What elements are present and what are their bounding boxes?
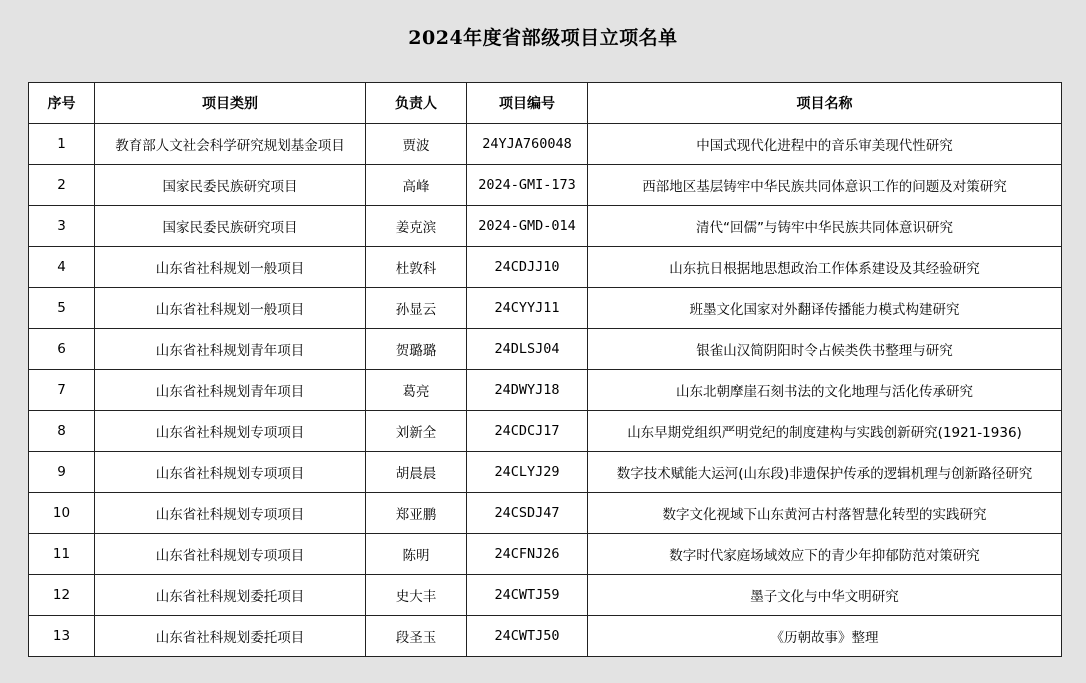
header-name[interactable]: 项目名称 — [588, 83, 1062, 124]
cell-category[interactable]: 山东省社科规划青年项目 — [95, 370, 366, 411]
cell-category[interactable]: 山东省社科规划委托项目 — [95, 575, 366, 616]
cell-no[interactable]: 12 — [29, 575, 95, 616]
cell-leader[interactable]: 杜敦科 — [366, 247, 467, 288]
cell-no[interactable]: 10 — [29, 493, 95, 534]
cell-category[interactable]: 山东省社科规划一般项目 — [95, 247, 366, 288]
header-category[interactable]: 项目类别 — [95, 83, 366, 124]
table-row — [29, 534, 1062, 575]
cell-name[interactable]: 数字技术赋能大运河(山东段)非遗保护传承的逻辑机理与创新路径研究 — [588, 452, 1062, 493]
cell-name[interactable]: 山东北朝摩崖石刻书法的文化地理与活化传承研究 — [588, 370, 1062, 411]
cell-code[interactable]: 24CWTJ59 — [467, 575, 588, 616]
header-leader[interactable]: 负责人 — [366, 83, 467, 124]
table-row — [29, 493, 1062, 534]
cell-leader[interactable]: 刘新全 — [366, 411, 467, 452]
cell-category[interactable]: 国家民委民族研究项目 — [95, 206, 366, 247]
cell-leader[interactable]: 葛亮 — [366, 370, 467, 411]
cell-category[interactable]: 山东省社科规划青年项目 — [95, 329, 366, 370]
table-row — [29, 124, 1062, 165]
cell-code[interactable]: 2024-GMD-014 — [467, 206, 588, 247]
cell-leader[interactable]: 史大丰 — [366, 575, 467, 616]
cell-leader[interactable]: 陈明 — [366, 534, 467, 575]
cell-category[interactable]: 国家民委民族研究项目 — [95, 165, 366, 206]
table-header-row — [29, 83, 1062, 124]
table-row — [29, 616, 1062, 657]
cell-category[interactable]: 山东省社科规划委托项目 — [95, 616, 366, 657]
cell-leader[interactable]: 孙显云 — [366, 288, 467, 329]
cell-name[interactable]: 山东抗日根据地思想政治工作体系建设及其经验研究 — [588, 247, 1062, 288]
cell-no[interactable]: 9 — [29, 452, 95, 493]
table-row — [29, 206, 1062, 247]
header-no[interactable]: 序号 — [29, 83, 95, 124]
cell-category[interactable]: 山东省社科规划一般项目 — [95, 288, 366, 329]
cell-code[interactable]: 24YJA760048 — [467, 124, 588, 165]
cell-leader[interactable]: 贾波 — [366, 124, 467, 165]
cell-no[interactable]: 1 — [29, 124, 95, 165]
cell-no[interactable]: 8 — [29, 411, 95, 452]
cell-name[interactable]: 中国式现代化进程中的音乐审美现代性研究 — [588, 124, 1062, 165]
cell-no[interactable]: 6 — [29, 329, 95, 370]
table-row — [29, 288, 1062, 329]
cell-name[interactable]: 墨子文化与中华文明研究 — [588, 575, 1062, 616]
cell-code[interactable]: 24CFNJ26 — [467, 534, 588, 575]
cell-leader[interactable]: 段圣玉 — [366, 616, 467, 657]
cell-leader[interactable]: 姜克滨 — [366, 206, 467, 247]
cell-code[interactable]: 2024-GMI-173 — [467, 165, 588, 206]
cell-no[interactable]: 7 — [29, 370, 95, 411]
cell-no[interactable]: 4 — [29, 247, 95, 288]
cell-code[interactable]: 24CSDJ47 — [467, 493, 588, 534]
table-row — [29, 575, 1062, 616]
table-row — [29, 411, 1062, 452]
cell-name[interactable]: 数字时代家庭场域效应下的青少年抑郁防范对策研究 — [588, 534, 1062, 575]
cell-leader[interactable]: 高峰 — [366, 165, 467, 206]
cell-category[interactable]: 山东省社科规划专项项目 — [95, 452, 366, 493]
cell-no[interactable]: 11 — [29, 534, 95, 575]
table-row — [29, 370, 1062, 411]
cell-code[interactable]: 24CLYJ29 — [467, 452, 588, 493]
cell-no[interactable]: 3 — [29, 206, 95, 247]
project-table — [28, 82, 1062, 657]
cell-name[interactable]: 山东早期党组织严明党纪的制度建构与实践创新研究(1921-1936) — [588, 411, 1062, 452]
cell-code[interactable]: 24DWYJ18 — [467, 370, 588, 411]
cell-name[interactable]: 班墨文化国家对外翻译传播能力模式构建研究 — [588, 288, 1062, 329]
cell-name[interactable]: 《历朝故事》整理 — [588, 616, 1062, 657]
cell-category[interactable]: 教育部人文社会科学研究规划基金项目 — [95, 124, 366, 165]
cell-category[interactable]: 山东省社科规划专项项目 — [95, 534, 366, 575]
cell-leader[interactable]: 胡晨晨 — [366, 452, 467, 493]
cell-code[interactable]: 24CWTJ50 — [467, 616, 588, 657]
cell-name[interactable]: 清代“回儒”与铸牢中华民族共同体意识研究 — [588, 206, 1062, 247]
cell-name[interactable]: 银雀山汉简阴阳时令占候类佚书整理与研究 — [588, 329, 1062, 370]
cell-category[interactable]: 山东省社科规划专项项目 — [95, 493, 366, 534]
cell-leader[interactable]: 郑亚鹏 — [366, 493, 467, 534]
cell-no[interactable]: 13 — [29, 616, 95, 657]
table-row — [29, 329, 1062, 370]
cell-no[interactable]: 5 — [29, 288, 95, 329]
table-row — [29, 452, 1062, 493]
cell-code[interactable]: 24CDJJ10 — [467, 247, 588, 288]
cell-code[interactable]: 24CDCJ17 — [467, 411, 588, 452]
cell-code[interactable]: 24CYYJ11 — [467, 288, 588, 329]
page-title: 2024年度省部级项目立项名单 — [408, 27, 678, 49]
cell-name[interactable]: 西部地区基层铸牢中华民族共同体意识工作的问题及对策研究 — [588, 165, 1062, 206]
cell-category[interactable]: 山东省社科规划专项项目 — [95, 411, 366, 452]
table-row — [29, 247, 1062, 288]
cell-no[interactable]: 2 — [29, 165, 95, 206]
cell-code[interactable]: 24DLSJ04 — [467, 329, 588, 370]
table-row — [29, 165, 1062, 206]
cell-name[interactable]: 数字文化视域下山东黄河古村落智慧化转型的实践研究 — [588, 493, 1062, 534]
header-code[interactable]: 项目编号 — [467, 83, 588, 124]
cell-leader[interactable]: 贺璐璐 — [366, 329, 467, 370]
